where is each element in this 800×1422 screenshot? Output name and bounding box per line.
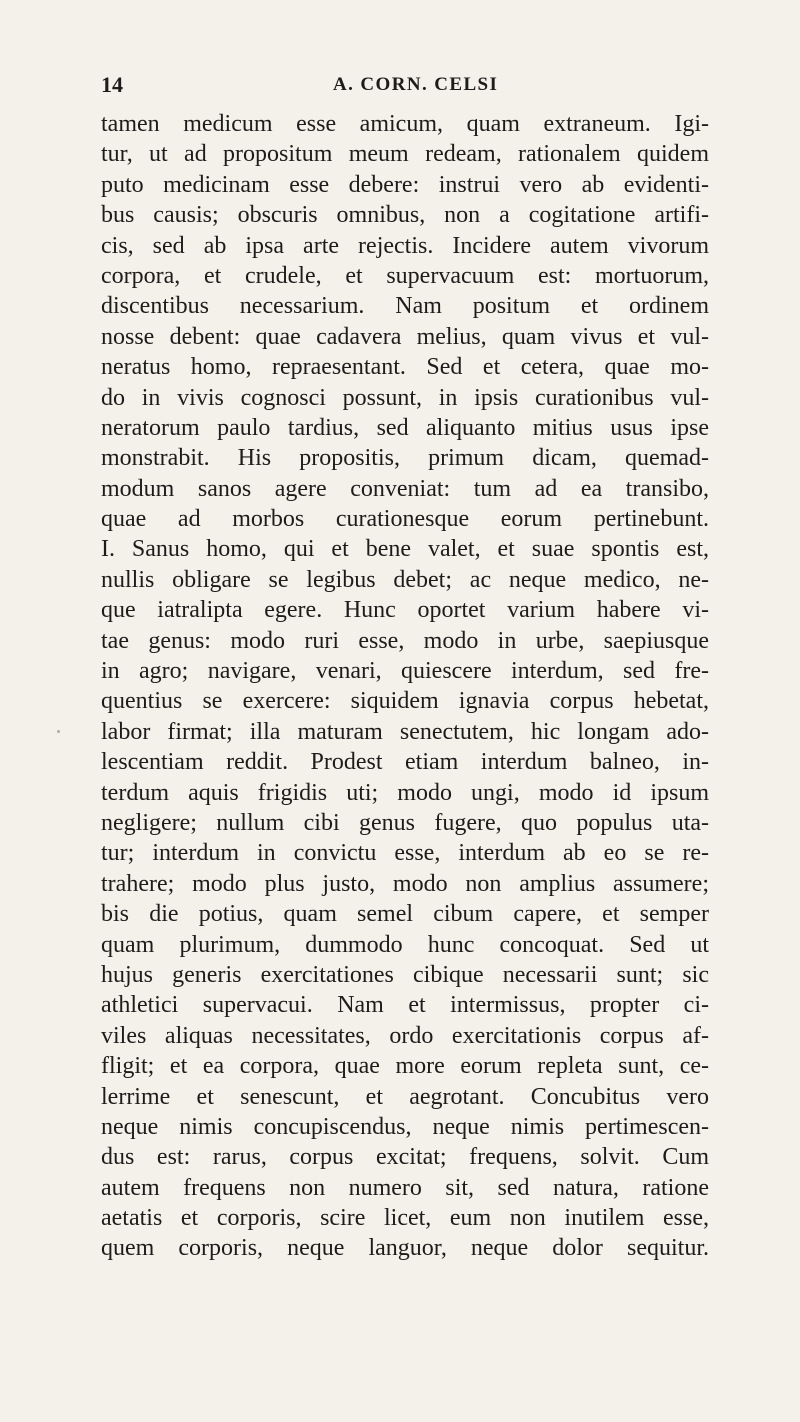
text-line: neratorum paulo tardius, sed aliquanto mitius usus ipse [101, 414, 709, 441]
page-number: 14 [101, 72, 123, 97]
text-line: fligit; et ea corpora, quae more eorum repleta sunt, ce- [101, 1053, 709, 1080]
text-line: aetatis et corporis, scire licet, eum non inutilem esse, [101, 1205, 709, 1232]
text-line: neratus homo, repraesentant. Sed et cetera, quae mo- [101, 354, 709, 381]
text-line: modum sanos agere conveniat: tum ad ea transibo, [101, 475, 709, 502]
text-line: dus est: rarus, corpus excitat; frequens, solvit. Cum [101, 1144, 709, 1171]
text-line: que iatralipta egere. Hunc oportet varium habere vi- [101, 597, 709, 624]
text-line: tamen medicum esse amicum, quam extraneum. Igi- [101, 111, 709, 137]
text-line: cis, sed ab ipsa arte rejectis. Incidere autem vivorum [101, 232, 709, 259]
text-line: quam plurimum, dummodo hunc concoquat. Sed ut [101, 931, 709, 958]
text-line: negligere; nullum cibi genus fugere, quo populus uta- [101, 809, 709, 836]
text-line: tur; interdum in convictu esse, interdum ab eo se re- [101, 840, 709, 867]
page-header [101, 72, 706, 102]
text-line: in agro; navigare, venari, quiescere interdum, sed fre- [101, 658, 709, 685]
text-line: trahere; modo plus justo, modo non amplius assumere; [101, 870, 709, 897]
text-line: quentius se exercere: siquidem ignavia corpus hebetat, [101, 688, 709, 715]
text-line: neque nimis concupiscendus, neque nimis pertimescen- [101, 1113, 709, 1140]
body-text [101, 109, 709, 1264]
text-line: nosse debent: quae cadavera melius, quam vivus et vul- [101, 323, 709, 350]
text-line: quae ad morbos curationesque eorum pertinebunt. [101, 506, 709, 533]
text-line: autem frequens non numero sit, sed natura, ratione [101, 1174, 709, 1201]
text-line: do in vivis cognosci possunt, in ipsis curationibus vul- [101, 384, 709, 411]
text-line: lescentiam reddit. Prodest etiam interdum balneo, in- [101, 749, 709, 776]
running-head: A. CORN. CELSI [333, 74, 499, 95]
text-line: athletici supervacui. Nam et intermissus, propter ci- [101, 992, 709, 1019]
text-line: viles aliquas necessitates, ordo exercitationis corpus af- [101, 1022, 709, 1049]
text-line: quem corporis, neque languor, neque dolor sequitur. [101, 1235, 709, 1262]
paper-speck [57, 730, 60, 733]
text-line: lerrime et senescunt, et aegrotant. Concubitus vero [101, 1083, 709, 1110]
text-line: bus causis; obscuris omnibus, non a cogitatione artifi- [101, 202, 709, 229]
text-line: bis die potius, quam semel cibum capere, et semper [101, 901, 709, 928]
text-line: labor firmat; illa maturam senectutem, hic longam ado- [101, 718, 709, 745]
text-line: tur, ut ad propositum meum redeam, rationalem quidem [101, 141, 709, 168]
text-line: hujus generis exercitationes cibique necessarii sunt; sic [101, 961, 709, 988]
text-line: tae genus: modo ruri esse, modo in urbe, saepiusque [101, 627, 709, 654]
text-line: nullis obligare se legibus debet; ac neque medico, ne- [101, 566, 709, 593]
text-line: monstrabit. His propositis, primum dicam, quemad- [101, 445, 709, 472]
text-line: I. Sanus homo, qui et bene valet, et suae spontis est, [101, 536, 709, 563]
text-line: puto medicinam esse debere: instrui vero ab evidenti- [101, 171, 709, 198]
text-line: terdum aquis frigidis uti; modo ungi, modo id ipsum [101, 779, 709, 806]
text-line: discentibus necessarium. Nam positum et ordinem [101, 293, 709, 320]
text-line: corpora, et crudele, et supervacuum est: mortuorum, [101, 262, 709, 289]
